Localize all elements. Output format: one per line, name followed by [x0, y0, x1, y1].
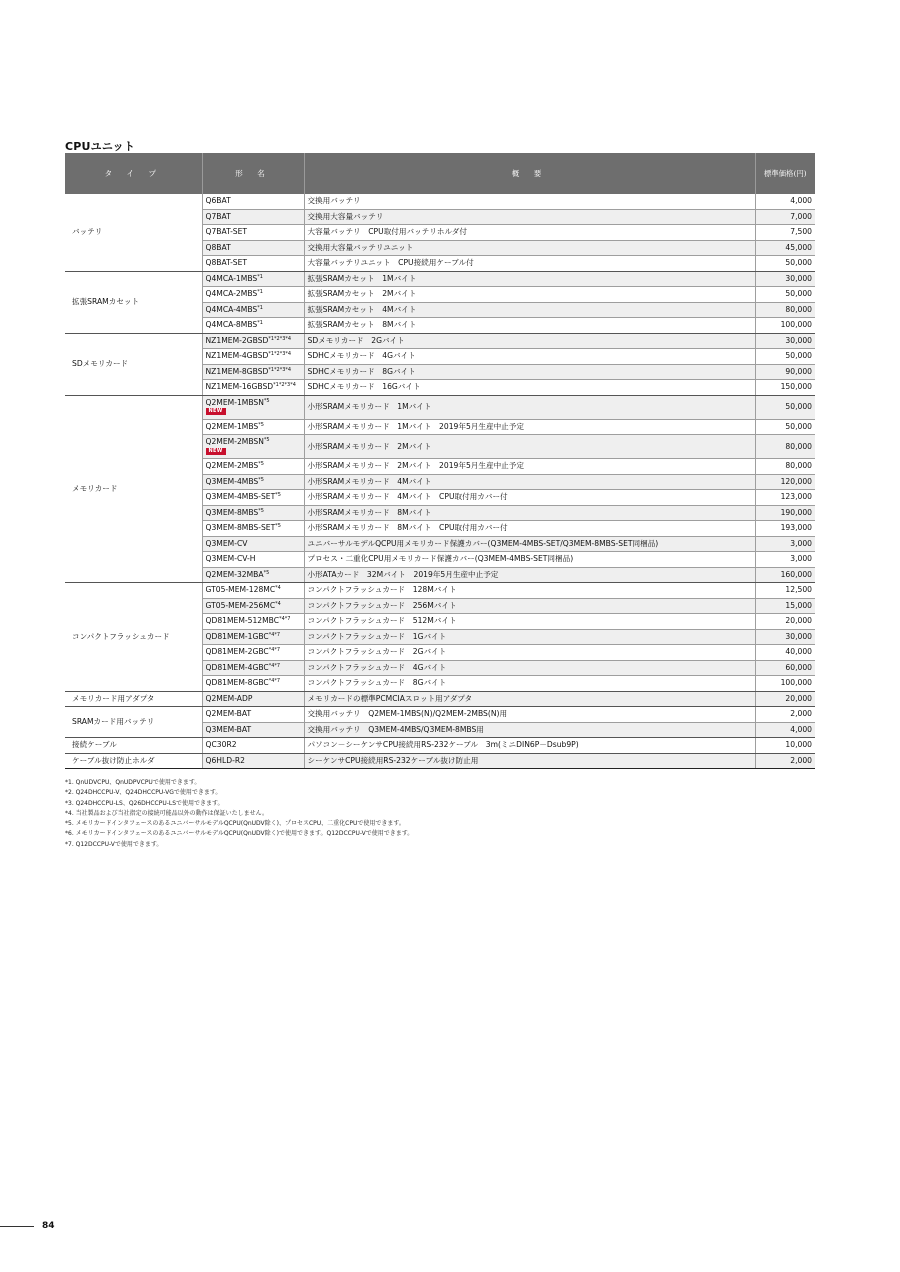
- new-badge: NEW: [206, 408, 226, 415]
- price-cell: 20,000: [755, 691, 815, 707]
- description-cell: 小形SRAMメモリカード 8Mバイト: [304, 505, 755, 521]
- model-name: Q2MEM-2MBS: [205, 461, 259, 471]
- type-cell: ケーブル抜け防止ホルダ: [65, 753, 202, 769]
- table-row: [65, 583, 815, 599]
- footnote-marker: *4*7: [268, 678, 281, 685]
- model-wrap: [206, 726, 301, 734]
- description-cell: 小形SRAMメモリカード 2Mバイト: [304, 435, 755, 459]
- footnote-marker: *1*2*3*4: [273, 382, 296, 389]
- header-type: タ イ プ: [65, 153, 202, 194]
- description-cell: 大容量バッテリ CPU取付用バッテリホルダ付: [304, 225, 755, 241]
- model-cell: [202, 583, 304, 599]
- table-row: [65, 753, 815, 769]
- model-cell: [202, 598, 304, 614]
- price-cell: 7,500: [755, 225, 815, 241]
- model-name: NZ1MEM-16GBSD: [205, 382, 274, 392]
- model-wrap: [206, 509, 301, 517]
- model-name: GT05-MEM-128MC: [205, 585, 276, 595]
- model-name: Q8BAT: [205, 242, 231, 252]
- description-cell: メモリカードの標準PCMCIAスロット用アダプタ: [304, 691, 755, 707]
- footnote: *1. QnUDVCPU、QnUDPVCPUで使用できます。: [65, 779, 201, 786]
- model-wrap: [206, 213, 301, 221]
- price-cell: 2,000: [755, 753, 815, 769]
- description-cell: 交換用大容量バッテリ: [304, 209, 755, 225]
- type-cell: 接続ケーブル: [65, 738, 202, 754]
- price-cell: 15,000: [755, 598, 815, 614]
- model-name: Q7BAT: [205, 211, 231, 221]
- model-cell: [202, 552, 304, 568]
- model-cell: [202, 567, 304, 583]
- table-row: [65, 194, 815, 209]
- footnote-marker: *5: [275, 523, 281, 530]
- description-cell: コンパクトフラッシュカード 2Gバイト: [304, 645, 755, 661]
- type-cell: バッテリ: [65, 194, 202, 271]
- model-wrap: [206, 423, 301, 431]
- price-cell: 50,000: [755, 256, 815, 272]
- footnote-marker: *1: [257, 273, 263, 280]
- model-cell: [202, 505, 304, 521]
- header-description: 概 要: [304, 153, 755, 194]
- footnote-marker: *5: [263, 437, 270, 444]
- price-cell: 20,000: [755, 614, 815, 630]
- model-wrap: [206, 383, 301, 391]
- model-name: QD81MEM-512MBC: [205, 616, 280, 626]
- price-cell: 3,000: [755, 536, 815, 552]
- description-cell: コンパクトフラッシュカード 256Mバイト: [304, 598, 755, 614]
- model-cell: [202, 194, 304, 209]
- model-wrap: [206, 368, 301, 376]
- description-cell: コンパクトフラッシュカード 8Gバイト: [304, 676, 755, 692]
- model-wrap: [206, 679, 301, 687]
- model-cell: [202, 521, 304, 537]
- model-name: Q4MCA-2MBS: [205, 289, 258, 299]
- description-cell: 交換用バッテリ Q2MEM-1MBS(N)/Q2MEM-2MBS(N)用: [304, 707, 755, 723]
- price-cell: 100,000: [755, 318, 815, 334]
- model-wrap: [206, 741, 301, 749]
- description-cell: パソコン－シーケンサCPU接続用RS-232ケーブル 3m(ミニDIN6P－Dsub9P): [304, 738, 755, 754]
- footnote-marker: *4*7: [268, 647, 281, 654]
- model-cell: [202, 318, 304, 334]
- price-cell: 3,000: [755, 552, 815, 568]
- price-cell: 4,000: [755, 194, 815, 209]
- description-cell: SDHCメモリカード 8Gバイト: [304, 364, 755, 380]
- price-cell: 193,000: [755, 521, 815, 537]
- model-name: Q3MEM-CV-H: [205, 554, 256, 564]
- price-cell: 190,000: [755, 505, 815, 521]
- price-cell: 120,000: [755, 474, 815, 490]
- description-cell: SDHCメモリカード 4Gバイト: [304, 349, 755, 365]
- model-wrap: [206, 244, 301, 252]
- model-name: Q2MEM-1MBSN: [205, 397, 264, 407]
- table-row: [65, 395, 815, 419]
- footnote: *3. Q24DHCCPU-LS、Q26DHCCPU-LSで使用できます。: [65, 799, 224, 807]
- model-cell: [202, 419, 304, 435]
- description-cell: 小形SRAMメモリカード 2Mバイト 2019年5月生産中止予定: [304, 459, 755, 475]
- model-wrap: [206, 438, 301, 446]
- description-cell: 小形SRAMメモリカード 4Mバイト CPU取付用カバー付: [304, 490, 755, 506]
- model-wrap: [206, 555, 301, 563]
- model-wrap: [206, 290, 301, 298]
- model-wrap: [206, 306, 301, 314]
- price-cell: 30,000: [755, 629, 815, 645]
- footnote: *5. メモリカードインタフェースのあるユニバーサルモデルQCPU(QnUDV除く)、プロセスCPU、二重化CPUで使用できます。: [65, 820, 405, 828]
- footnote-marker: *5: [258, 507, 264, 514]
- model-name: Q3MEM-4MBS: [205, 476, 259, 486]
- header-model: 形 名: [202, 153, 304, 194]
- description-cell: プロセス・二重化CPU用メモリカード保護カバー(Q3MEM-4MBS-SET同梱品): [304, 552, 755, 568]
- model-cell: [202, 364, 304, 380]
- description-cell: 小形SRAMメモリカード 4Mバイト: [304, 474, 755, 490]
- model-cell: [202, 614, 304, 630]
- model-cell: [202, 395, 304, 419]
- description-cell: SDメモリカード 2Gバイト: [304, 333, 755, 349]
- price-cell: 50,000: [755, 395, 815, 419]
- model-cell: [202, 349, 304, 365]
- section-title: CPUユニット: [65, 140, 136, 153]
- type-cell: 拡張SRAMカセット: [65, 271, 202, 333]
- model-name: Q8BAT-SET: [205, 258, 248, 268]
- footnote-marker: *4*7: [268, 662, 281, 669]
- price-cell: 4,000: [755, 722, 815, 738]
- type-cell: SRAMカード用バッテリ: [65, 707, 202, 738]
- model-cell: [202, 738, 304, 754]
- description-cell: 拡張SRAMカセット 4Mバイト: [304, 302, 755, 318]
- model-name: QD81MEM-1GBC: [205, 631, 269, 641]
- description-cell: コンパクトフラッシュカード 1Gバイト: [304, 629, 755, 645]
- model-name: NZ1MEM-2GBSD: [205, 335, 269, 345]
- model-cell: [202, 722, 304, 738]
- model-cell: [202, 271, 304, 287]
- model-name: Q3MEM-8MBS-SET: [205, 523, 276, 533]
- model-name: QD81MEM-2GBC: [205, 647, 269, 657]
- model-cell: [202, 302, 304, 318]
- model-wrap: [206, 321, 301, 329]
- footnote: *4. 当社製品および当社指定の接続可能品以外の動作は保証いたしません。: [65, 809, 268, 817]
- model-cell: [202, 645, 304, 661]
- model-name: Q2MEM-2MBSN: [205, 437, 264, 447]
- model-name: Q2MEM-1MBS: [205, 421, 259, 431]
- new-badge: NEW: [206, 448, 226, 455]
- model-wrap: [206, 602, 301, 610]
- price-cell: 80,000: [755, 435, 815, 459]
- description-cell: SDHCメモリカード 16Gバイト: [304, 380, 755, 396]
- footnote-marker: *5: [258, 421, 264, 428]
- description-cell: 拡張SRAMカセット 8Mバイト: [304, 318, 755, 334]
- model-cell: [202, 660, 304, 676]
- model-cell: [202, 753, 304, 769]
- model-name: Q7BAT-SET: [205, 227, 248, 237]
- price-cell: 100,000: [755, 676, 815, 692]
- price-cell: 40,000: [755, 645, 815, 661]
- model-name: GT05-MEM-256MC: [205, 600, 276, 610]
- price-cell: 60,000: [755, 660, 815, 676]
- description-cell: 小形SRAMメモリカード 1Mバイト: [304, 395, 755, 419]
- model-name: Q3MEM-4MBS-SET: [205, 492, 276, 502]
- type-cell: メモリカード: [65, 395, 202, 583]
- price-cell: 50,000: [755, 419, 815, 435]
- footnote-marker: *5: [263, 397, 270, 404]
- model-wrap: [206, 524, 301, 532]
- description-cell: コンパクトフラッシュカード 512Mバイト: [304, 614, 755, 630]
- footnote-marker: *1*2*3*4: [268, 366, 292, 373]
- description-cell: 大容量バッテリユニット CPU接続用ケーブル付: [304, 256, 755, 272]
- table-row: [65, 707, 815, 723]
- price-cell: 50,000: [755, 287, 815, 303]
- footnote-marker: *5: [258, 461, 264, 468]
- model-wrap: [206, 462, 301, 470]
- type-cell: コンパクトフラッシュカード: [65, 583, 202, 692]
- type-cell: SDメモリカード: [65, 333, 202, 395]
- model-name: Q2MEM-32MBA: [205, 569, 264, 579]
- model-wrap: [206, 399, 301, 407]
- model-name: QD81MEM-8GBC: [205, 678, 269, 688]
- model-name: NZ1MEM-8GBSD: [205, 366, 269, 376]
- model-wrap: [206, 710, 301, 718]
- model-cell: [202, 380, 304, 396]
- table-row: [65, 333, 815, 349]
- model-wrap: [206, 633, 301, 641]
- model-wrap: [206, 493, 301, 501]
- model-wrap: [206, 757, 301, 765]
- footnote: *2. Q24DHCCPU-V、Q24DHCCPU-VGで使用できます。: [65, 789, 222, 797]
- description-cell: 拡張SRAMカセット 2Mバイト: [304, 287, 755, 303]
- model-cell: [202, 209, 304, 225]
- footnote-marker: *1*2*3*4: [268, 351, 292, 358]
- model-wrap: [206, 352, 301, 360]
- model-cell: [202, 256, 304, 272]
- footnote-marker: *1: [257, 289, 263, 296]
- model-wrap: [206, 478, 301, 486]
- model-name: Q3MEM-BAT: [205, 724, 252, 734]
- model-cell: [202, 287, 304, 303]
- model-cell: [202, 459, 304, 475]
- model-wrap: [206, 664, 301, 672]
- page-number: 84: [42, 1221, 55, 1231]
- price-cell: 45,000: [755, 240, 815, 256]
- table-body: [65, 194, 815, 769]
- price-cell: 123,000: [755, 490, 815, 506]
- model-name: NZ1MEM-4GBSD: [205, 351, 269, 361]
- footnotes: [65, 778, 825, 850]
- model-wrap: [206, 648, 301, 656]
- model-cell: [202, 240, 304, 256]
- description-cell: ユニバーサルモデルQCPU用メモリカード保護カバー(Q3MEM-4MBS-SET/Q3MEM-8MBS-SET同梱品): [304, 536, 755, 552]
- model-wrap: [206, 197, 301, 205]
- description-cell: コンパクトフラッシュカード 128Mバイト: [304, 583, 755, 599]
- model-wrap: [206, 571, 301, 579]
- footnote-marker: *5: [258, 476, 264, 483]
- model-name: Q6HLD-R2: [205, 755, 245, 765]
- footnote-marker: *4*7: [268, 631, 281, 638]
- model-wrap: [206, 586, 301, 594]
- model-wrap: [206, 228, 301, 236]
- model-cell: [202, 435, 304, 459]
- footnote-marker: *1*2*3*4: [268, 335, 292, 342]
- footnote-marker: *1: [257, 320, 263, 327]
- model-cell: [202, 629, 304, 645]
- model-name: Q6BAT: [205, 196, 231, 206]
- model-name: Q4MCA-1MBS: [205, 273, 258, 283]
- model-wrap: [206, 275, 301, 283]
- model-cell: [202, 676, 304, 692]
- table-row: [65, 271, 815, 287]
- description-cell: 拡張SRAMカセット 1Mバイト: [304, 271, 755, 287]
- footnote-marker: *4: [275, 600, 281, 607]
- price-cell: 160,000: [755, 567, 815, 583]
- footnote-marker: *4*7: [279, 616, 291, 623]
- model-name: Q2MEM-BAT: [205, 709, 252, 719]
- description-cell: 交換用バッテリ: [304, 194, 755, 209]
- price-cell: 80,000: [755, 302, 815, 318]
- price-cell: 30,000: [755, 271, 815, 287]
- model-wrap: [206, 337, 301, 345]
- table-row: [65, 691, 815, 707]
- price-cell: 80,000: [755, 459, 815, 475]
- price-cell: 10,000: [755, 738, 815, 754]
- footnote-marker: *5: [263, 569, 270, 576]
- model-name: QD81MEM-4GBC: [205, 662, 269, 672]
- footer-rule: [0, 1226, 34, 1227]
- model-cell: [202, 536, 304, 552]
- description-cell: 交換用バッテリ Q3MEM-4MBS/Q3MEM-8MBS用: [304, 722, 755, 738]
- model-name: QC30R2: [205, 740, 237, 750]
- header-price: 標準価格(円): [755, 153, 815, 194]
- footnote: *6. メモリカードインタフェースのあるユニバーサルモデルQCPU(QnUDV除く)で使用できます。Q12DCCPU-Vで使用できます。: [65, 830, 414, 838]
- table-header-row: [65, 153, 815, 194]
- description-cell: 小形SRAMメモリカード 8Mバイト CPU取付用カバー付: [304, 521, 755, 537]
- price-cell: 7,000: [755, 209, 815, 225]
- model-cell: [202, 691, 304, 707]
- footnote-marker: *4: [275, 585, 281, 592]
- price-cell: 90,000: [755, 364, 815, 380]
- footnote: *7. Q12DCCPU-Vで使用できます。: [65, 840, 163, 848]
- type-cell: メモリカード用アダプタ: [65, 691, 202, 707]
- model-cell: [202, 474, 304, 490]
- product-table: [65, 153, 815, 769]
- description-cell: 交換用大容量バッテリユニット: [304, 240, 755, 256]
- model-cell: [202, 490, 304, 506]
- model-name: Q3MEM-CV: [205, 538, 248, 548]
- model-wrap: [206, 540, 301, 548]
- price-cell: 2,000: [755, 707, 815, 723]
- model-name: Q4MCA-8MBS: [205, 320, 258, 330]
- description-cell: 小形SRAMメモリカード 1Mバイト 2019年5月生産中止予定: [304, 419, 755, 435]
- description-cell: シーケンサCPU接続用RS-232ケーブル抜け防止用: [304, 753, 755, 769]
- model-wrap: [206, 695, 301, 703]
- model-wrap: [206, 617, 301, 625]
- model-name: Q3MEM-8MBS: [205, 507, 259, 517]
- model-cell: [202, 225, 304, 241]
- description-cell: 小形ATAカード 32Mバイト 2019年5月生産中止予定: [304, 567, 755, 583]
- model-name: Q2MEM-ADP: [205, 693, 253, 703]
- model-cell: [202, 707, 304, 723]
- price-cell: 30,000: [755, 333, 815, 349]
- model-cell: [202, 333, 304, 349]
- footnote-marker: *5: [275, 492, 281, 499]
- price-cell: 12,500: [755, 583, 815, 599]
- price-cell: 50,000: [755, 349, 815, 365]
- footnote-marker: *1: [257, 304, 263, 311]
- table-row: [65, 738, 815, 754]
- model-name: Q4MCA-4MBS: [205, 304, 258, 314]
- description-cell: コンパクトフラッシュカード 4Gバイト: [304, 660, 755, 676]
- model-wrap: [206, 259, 301, 267]
- price-cell: 150,000: [755, 380, 815, 396]
